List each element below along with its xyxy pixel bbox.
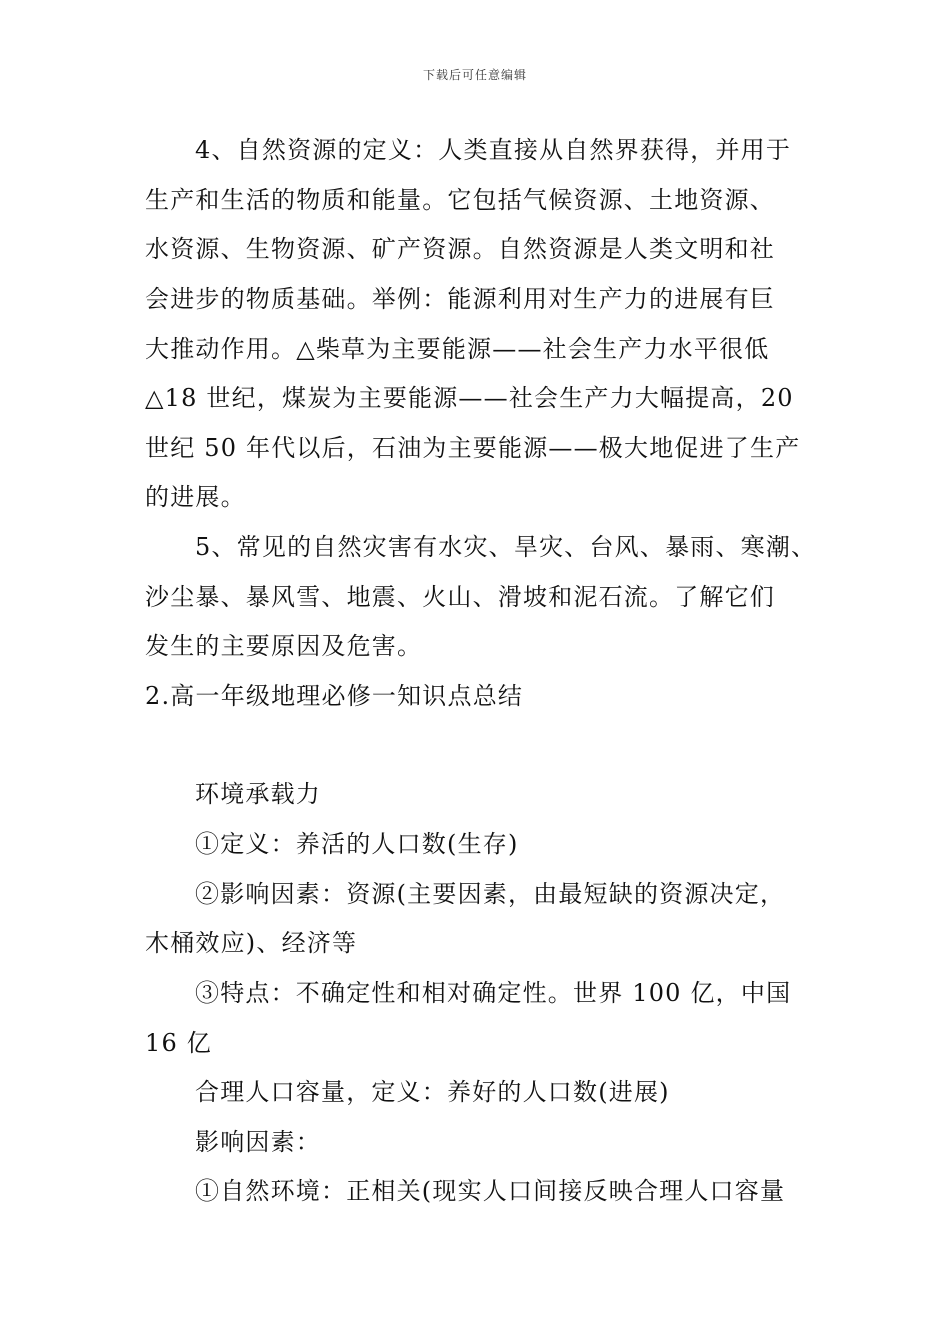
paragraph-line: 水资源、生物资源、矿产资源。自然资源是人类文明和社	[145, 235, 775, 263]
paragraph-line: 发生的主要原因及危害。	[145, 632, 423, 660]
paragraph-line: 5、常见的自然灾害有水灾、旱灾、台风、暴雨、寒潮、	[195, 533, 817, 561]
paragraph-line: ③特点：不确定性和相对确定性。世界 100 亿，中国	[195, 979, 792, 1007]
paragraph-line: 影响因素：	[195, 1128, 321, 1156]
paragraph-line: 木桶效应)、经济等	[145, 929, 358, 957]
paragraph-line: 的进展。	[145, 483, 246, 511]
paragraph-line: 世纪 50 年代以后，石油为主要能源——极大地促进了生产	[145, 434, 801, 462]
paragraph-line: ①自然环境：正相关(现实人口间接反映合理人口容量	[195, 1177, 786, 1205]
paragraph-line: 合理人口容量，定义：养好的人口数(进展)	[195, 1078, 670, 1106]
paragraph-line: 生产和生活的物质和能量。它包括气候资源、土地资源、	[145, 186, 775, 214]
paragraph-line: ②影响因素：资源(主要因素，由最短缺的资源决定，	[195, 880, 786, 908]
paragraph-line: 环境承载力	[195, 780, 321, 808]
page-header: 下载后可任意编辑	[422, 68, 527, 82]
paragraph-line: 沙尘暴、暴风雪、地震、火山、滑坡和泥石流。了解它们	[145, 583, 775, 611]
paragraph-line: ①定义：养活的人口数(生存)	[195, 830, 519, 858]
paragraph-line: 4、自然资源的定义：人类直接从自然界获得，并用于	[195, 136, 792, 164]
paragraph-line: △18 世纪，煤炭为主要能源——社会生产力大幅提高，20	[145, 384, 794, 412]
paragraph-line: 大推动作用。△柴草为主要能源——社会生产力水平很低	[145, 335, 770, 363]
paragraph-line: 16 亿	[145, 1029, 212, 1057]
paragraph-line: 会进步的物质基础。举例：能源利用对生产力的进展有巨	[145, 285, 775, 313]
section-heading: 2.高一年级地理必修一知识点总结	[145, 682, 524, 710]
